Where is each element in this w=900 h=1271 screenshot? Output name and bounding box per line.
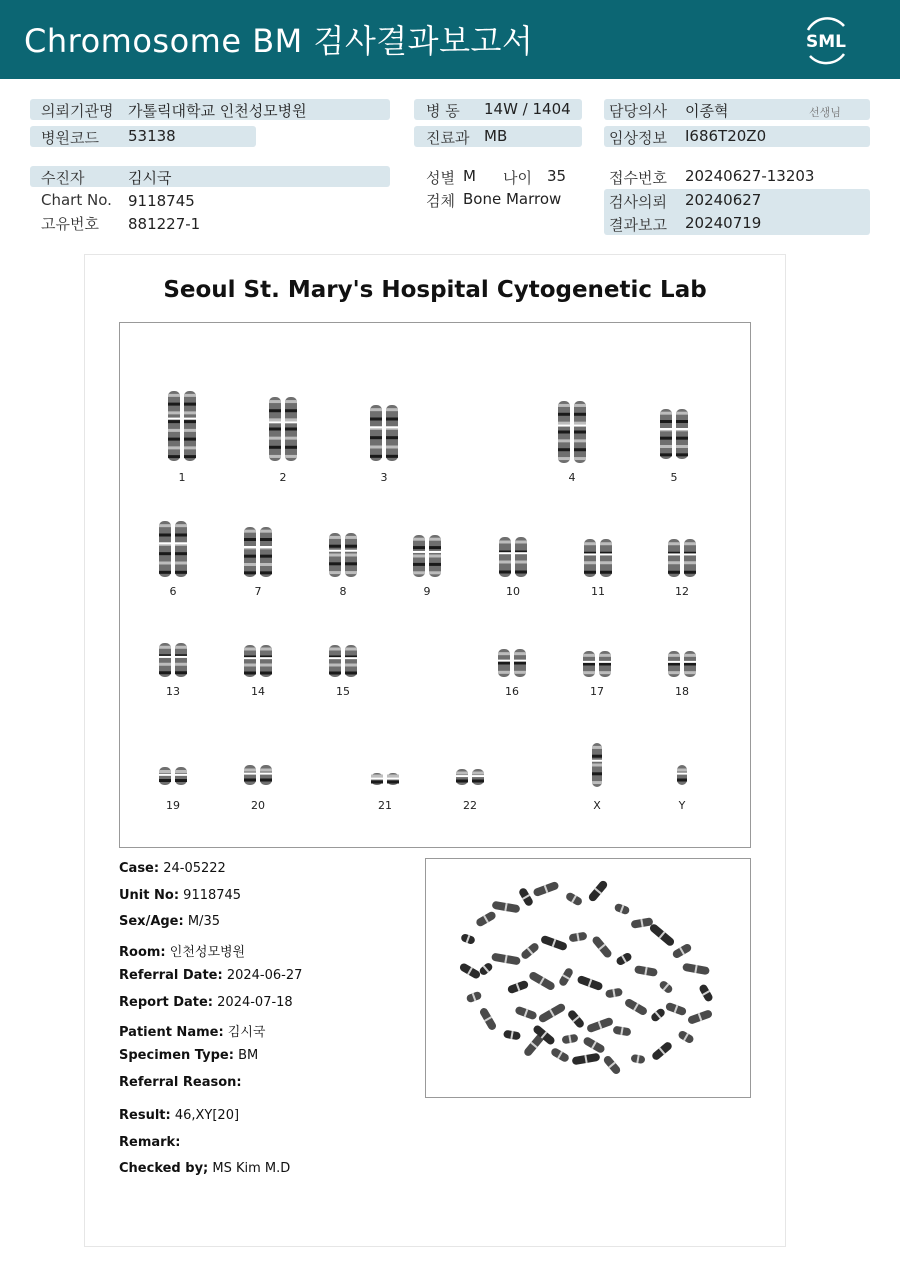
metaphase-chromosome xyxy=(591,935,613,959)
specimen-label: 검체 xyxy=(426,192,455,210)
chromosome-label: 15 xyxy=(336,685,350,698)
receipt-no: 20240627-13203 xyxy=(685,167,815,185)
department-label: 진료과 xyxy=(426,129,470,147)
metaphase-chromosome xyxy=(466,991,483,1004)
lab-title: Seoul St. Mary's Hospital Cytogenetic Lab xyxy=(163,277,707,303)
doctor-suffix: 선생님 xyxy=(809,106,841,119)
chromosome-label: 17 xyxy=(590,685,604,698)
metaphase-chromosome xyxy=(682,963,710,976)
metaphase-chromosome xyxy=(565,891,584,906)
karyogram xyxy=(119,322,751,848)
chromosome-label: 12 xyxy=(675,585,689,598)
chromosome-pair xyxy=(568,539,628,598)
chromosome-icon xyxy=(495,649,529,677)
patient-label: 수진자 xyxy=(41,169,85,187)
clinical-info: I686T20Z0 xyxy=(685,127,767,145)
chromosome-pair xyxy=(542,401,602,484)
requesting-institution: 가톨릭대학교 인천성모병원 xyxy=(128,102,307,120)
unique-no-label: 고유번호 xyxy=(41,215,99,233)
chromosome-pair xyxy=(567,651,627,698)
metaphase-chromosome xyxy=(630,1054,645,1064)
report-title: Chromosome BM 검사결과보고서 xyxy=(24,22,534,60)
chromosome-pair xyxy=(567,743,627,812)
metaphase-chromosome xyxy=(514,1005,537,1020)
chromosome-icon xyxy=(496,537,530,577)
case-value: 24-05222 xyxy=(163,861,226,876)
chromosome-icon xyxy=(241,527,275,577)
hospital-code: 53138 xyxy=(128,127,176,145)
chromosome-icon xyxy=(581,539,615,577)
metaphase-chromosome xyxy=(665,1002,687,1017)
chromosome-label: 9 xyxy=(423,585,431,598)
specimen-type-line: Specimen Type: BM xyxy=(119,1048,259,1063)
chart-no: 9118745 xyxy=(128,192,195,210)
request-date: 20240627 xyxy=(685,191,762,209)
chromosome-icon xyxy=(665,539,699,577)
chromosome-icon xyxy=(453,769,487,785)
doctor: 이종혁 xyxy=(685,102,729,120)
metaphase-chromosome xyxy=(478,961,494,976)
metaphase-chromosome xyxy=(520,942,540,961)
report-header xyxy=(0,0,900,79)
specimen-type-value: BM xyxy=(238,1048,259,1063)
metaphase-chromosome xyxy=(568,931,587,942)
metaphase-chromosome xyxy=(651,1041,674,1062)
chromosome-pair xyxy=(228,765,288,812)
chromosome-icon xyxy=(241,645,275,677)
metaphase-chromosome xyxy=(671,943,692,960)
referral-reason-line: Referral Reason: xyxy=(119,1075,242,1090)
referral-date-line: Referral Date: 2024-06-27 xyxy=(119,968,303,983)
referral-date-value: 2024-06-27 xyxy=(226,968,303,983)
chromosome-label: X xyxy=(593,799,601,812)
metaphase-chromosome xyxy=(492,901,521,914)
chromosome-icon xyxy=(326,533,360,577)
chromosome-label: 5 xyxy=(670,471,678,484)
metaphase-chromosome xyxy=(576,975,603,991)
report-date-line: Report Date: 2024-07-18 xyxy=(119,995,293,1010)
metaphase-chromosome xyxy=(624,998,649,1017)
checked-value: MS Kim M.D xyxy=(212,1161,291,1176)
chromosome-icon xyxy=(326,645,360,677)
checked-line: Checked by; MS Kim M.D xyxy=(119,1161,291,1176)
metaphase-chromosome xyxy=(698,983,714,1003)
chromosome-icon xyxy=(580,651,614,677)
chromosome-pair xyxy=(483,537,543,598)
chromosome-pair xyxy=(652,651,712,698)
metaphase-chromosome xyxy=(528,971,556,992)
chromosome-icon xyxy=(266,397,300,461)
result-value: 46,XY[20] xyxy=(174,1108,240,1123)
chromosome-icon xyxy=(665,651,699,677)
metaphase-chromosome xyxy=(550,1047,570,1063)
metaphase-chromosome xyxy=(503,1030,521,1041)
chromosome-label: 11 xyxy=(591,585,605,598)
logo-text: SML xyxy=(806,32,846,52)
chromosome-icon xyxy=(156,643,190,677)
metaphase-chromosome xyxy=(561,1034,578,1045)
sexage-value: M/35 xyxy=(187,914,220,929)
department: MB xyxy=(484,127,508,145)
chromosome-label: 13 xyxy=(166,685,180,698)
metaphase-chromosome xyxy=(460,933,476,945)
remark-line: Remark: xyxy=(119,1135,181,1150)
specimen: Bone Marrow xyxy=(463,190,562,208)
chromosome-pair xyxy=(313,533,373,598)
chromosome-label: 22 xyxy=(463,799,477,812)
chromosome-label: 1 xyxy=(178,471,186,484)
chromosome-label: 14 xyxy=(251,685,265,698)
metaphase-chromosome xyxy=(572,1053,601,1066)
metaphase-chromosome xyxy=(648,923,675,948)
age: 35 xyxy=(547,167,567,185)
metaphase-chromosome xyxy=(558,967,574,987)
patient-name-value: 김시국 xyxy=(227,1025,266,1040)
chromosome-icon xyxy=(590,743,604,787)
chromosome-label: 2 xyxy=(279,471,287,484)
patient-name-line: Patient Name: 김시국 xyxy=(119,1025,266,1040)
hospital-code-label: 병원코드 xyxy=(41,129,99,147)
report-date-value: 2024-07-18 xyxy=(217,995,293,1010)
ward: 14W / 1404 xyxy=(484,100,571,118)
metaphase-chromosome xyxy=(582,1036,606,1054)
metaphase-chromosome xyxy=(605,988,623,999)
requesting-institution-label: 의뢰기관명 xyxy=(41,102,114,120)
chromosome-pair xyxy=(143,521,203,598)
chromosome-label: 20 xyxy=(251,799,265,812)
chromosome-pair xyxy=(143,643,203,698)
metaphase-chromosome xyxy=(612,1025,631,1036)
chromosome-label: 3 xyxy=(380,471,388,484)
chromosome-pair xyxy=(397,535,457,598)
metaphase-chromosome xyxy=(614,903,631,916)
metaphase-chromosome xyxy=(540,935,568,952)
metaphase-image xyxy=(425,858,751,1098)
chromosome-icon xyxy=(410,535,444,577)
chromosome-label: 18 xyxy=(675,685,689,698)
report-date: 20240719 xyxy=(685,214,762,232)
chromosome-icon xyxy=(165,391,199,461)
metaphase-chromosome xyxy=(475,910,497,927)
sex-label: 성별 xyxy=(426,169,455,187)
chromosome-pair xyxy=(152,391,212,484)
chromosome-label: 16 xyxy=(505,685,519,698)
metaphase-chromosome xyxy=(650,1007,667,1023)
chromosome-pair xyxy=(652,539,712,598)
chromosome-icon xyxy=(657,409,691,459)
metaphase-chromosome xyxy=(658,979,674,994)
chart-no-label: Chart No. xyxy=(41,191,112,209)
chromosome-pair xyxy=(228,527,288,598)
metaphase-chromosome xyxy=(677,1030,695,1045)
chromosome-pair xyxy=(440,769,500,812)
unit-value: 9118745 xyxy=(183,888,242,903)
metaphase-chromosome xyxy=(615,952,633,967)
metaphase-chromosome xyxy=(537,1002,566,1023)
unique-no: 881227-1 xyxy=(128,215,201,233)
chromosome-pair xyxy=(313,645,373,698)
metaphase-chromosome xyxy=(458,962,481,980)
metaphase-chromosome xyxy=(602,1054,622,1075)
chromosome-label: 21 xyxy=(378,799,392,812)
doctor-label: 담당의사 xyxy=(609,102,667,120)
chromosome-label: 8 xyxy=(339,585,347,598)
chromosome-label: 6 xyxy=(169,585,177,598)
report-date-label: 결과보고 xyxy=(609,216,667,234)
request-date-label: 검사의뢰 xyxy=(609,193,667,211)
chromosome-pair xyxy=(228,645,288,698)
metaphase-chromosome xyxy=(687,1009,713,1025)
chromosome-icon xyxy=(368,773,402,785)
chromosome-pair xyxy=(355,773,415,812)
chromosome-icon xyxy=(555,401,589,463)
chromosome-label: 4 xyxy=(568,471,576,484)
chromosome-pair xyxy=(644,409,704,484)
metaphase-chromosome xyxy=(586,1017,614,1034)
result-line: Result: 46,XY[20] xyxy=(119,1108,240,1123)
chromosome-label: 7 xyxy=(254,585,262,598)
metaphase-chromosome xyxy=(532,881,559,897)
clinical-info-label: 임상정보 xyxy=(609,129,667,147)
chromosome-label: Y xyxy=(678,799,686,812)
chromosome-label: 19 xyxy=(166,799,180,812)
chromosome-pair xyxy=(482,649,542,698)
chromosome-pair xyxy=(253,397,313,484)
chromosome-pair xyxy=(143,767,203,812)
age-label: 나이 xyxy=(503,169,532,187)
chromosome-icon xyxy=(156,767,190,785)
chromosome-pair xyxy=(652,765,712,812)
case-line: Case: 24-05222 xyxy=(119,861,226,876)
chromosome-pair xyxy=(354,405,414,484)
patient-name: 김시국 xyxy=(128,169,172,187)
sex: M xyxy=(463,167,476,185)
metaphase-chromosome xyxy=(518,887,534,907)
metaphase-chromosome xyxy=(634,965,658,977)
room-line: Room: 인천성모병원 xyxy=(119,945,246,960)
sml-logo xyxy=(798,12,854,68)
metaphase-chromosome xyxy=(491,953,521,966)
chromosome-icon xyxy=(675,765,689,785)
unit-line: Unit No: 9118745 xyxy=(119,888,242,903)
karyotype-report xyxy=(84,254,786,1247)
metaphase-chromosome xyxy=(630,917,653,929)
metaphase-chromosome xyxy=(479,1007,498,1032)
ward-label: 병 동 xyxy=(426,102,460,120)
chromosome-icon xyxy=(241,765,275,785)
metaphase-chromosome xyxy=(507,980,529,995)
receipt-no-label: 접수번호 xyxy=(609,169,667,187)
room-value: 인천성모병원 xyxy=(169,945,246,960)
metaphase-chromosome xyxy=(567,1009,586,1029)
sexage-line: Sex/Age: M/35 xyxy=(119,914,220,929)
metaphase-chromosome xyxy=(587,879,609,903)
chromosome-icon xyxy=(367,405,401,461)
chromosome-icon xyxy=(156,521,190,577)
chromosome-label: 10 xyxy=(506,585,520,598)
